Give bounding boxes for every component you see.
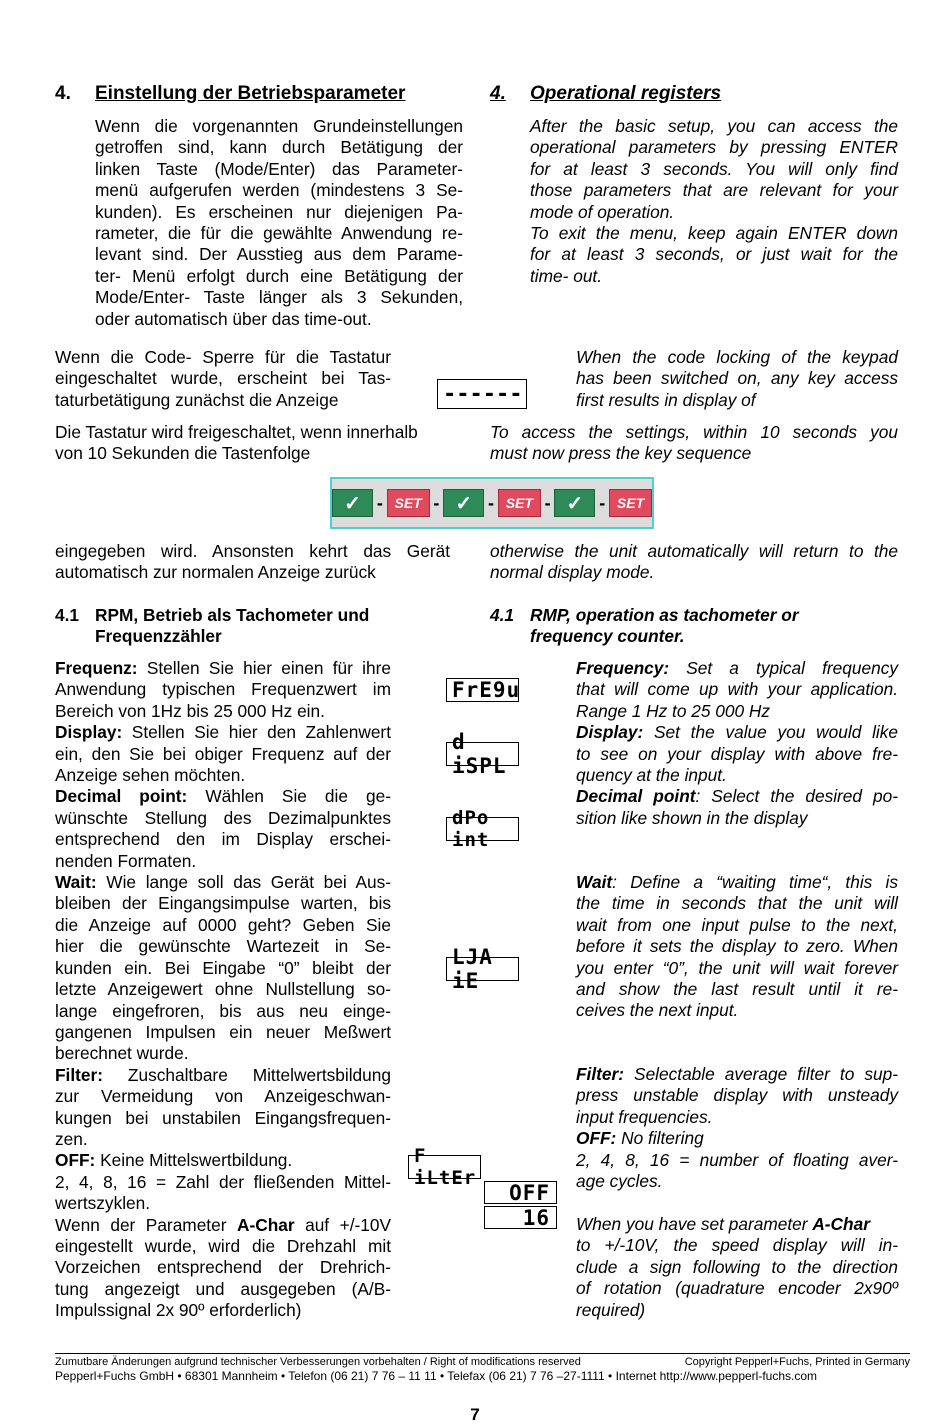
lock-display: ------: [437, 379, 527, 409]
display-param-display: d iSPL: [446, 742, 519, 766]
footer-disclaimer: Zumutbare Änderungen aufgrund technischer Verbesserungen vorbehalten / Right of modifications reserved: [55, 1356, 581, 1368]
right-subheading: 4.1 RMP, operation as tachometer or frequency counter.: [490, 605, 799, 647]
footer-rule: [55, 1353, 910, 1354]
wait-display: LJA iE: [446, 957, 519, 981]
right-heading: 4. Operational registers: [490, 83, 722, 104]
freq-display: FrE9u: [446, 678, 519, 702]
footer-copyright: Copyright Pepperl+Fuchs, Printed in Germany: [684, 1356, 910, 1368]
right-params-achar: When you have set parameter A-Char to +/-10V, the speed display will in- clude a sign following to the direction of rotation (quadrature encoder 2x90º required): [576, 1214, 898, 1320]
right-params-1: Frequency: Set a typical frequency that will come up with your application. Range 1 Hz to 25 000 Hz Display: Set the value you would like to see on your display with above fre- quency at the input. Decimal point: Select the desired po- sition like shown in the display: [576, 658, 899, 828]
enter-key-2: ✓: [443, 489, 484, 517]
right-unlock: To access the settings, within 10 seconds you must now press the key sequence: [490, 422, 898, 464]
left-intro: Wenn die vorgenannten Grundeinstellungen getroffen sind, kann durch Betätigung der linken Taste (Mode/Enter) das Parameter- menü aufgerufen werden (mindestens 3 Se- kunden). Es erscheinen nur diejenigen Pa- rameter, die für die gewählte Anwendung re- levant sind. Der Ausstieg aus dem Parame- ter- Menü erfolgt durch eine Betätigung der Mode/Enter- Taste länger als 3 Sekunden, oder automatisch über das time-out.: [95, 116, 463, 329]
off-display: OFF: [484, 1181, 557, 1204]
enter-key-3: ✓: [554, 489, 595, 517]
set-key-3: SET: [609, 489, 652, 517]
set-key-1: SET: [387, 489, 430, 517]
decimal-point-display: dPo int: [446, 817, 519, 841]
key-separator: -: [544, 492, 551, 513]
key-separator: -: [376, 492, 383, 513]
left-heading: 4. Einstellung der Betriebsparameter: [55, 83, 406, 104]
left-params: Frequenz: Stellen Sie hier einen für ihre Anwendung typischen Frequenzwert im Bereich von 1Hz bis 25 000 Hz ein. Display: Stellen Sie hier den Zahlenwert ein, den Sie bei obiger Frequenz auf der Anzeige sehen möchten. Decimal point: Wählen Sie die ge- wünschte Stellung des Dezimalpunktes entsprechend den im Display erschei- nenden Formaten. Wait: Wie lange soll das Gerät bei Aus- bleiben der Eingangsimpulse warten, bis die Anzeige auf 0000 geht? Geben Sie hier die gewünschte Wartezeit in Se- kunden ein. Bei Eingabe “0” bleibt der letzte Anzeigewert ohne Nullstellung so- lange eingefroren, bis aus neu einge- gangenen Impulsen ein neuer Meßwert berechnet wurde. Filter: Zuschaltbare Mittelwertsbildung zur Vermeidung von Anzeigeschwan- kungen bei unstabilen Eingangsfrequen- zen. OFF: Keine Mittelswertbildung. 2, 4, 8, 16 = Zahl der fließenden Mittel- wertszyklen. Wenn der Parameter A-Char auf +/-10V eingestellt wurde, wird die Drehzahl mit Vorzeichen entsprechend der Drehrich- tung angezeigt und ausgegeben (A/B- Impulssignal 2x 90º erforderlich): [55, 658, 392, 1321]
left-unlock: Die Tastatur wird freigeschaltet, wenn innerhalb von 10 Sekunden die Tastenfolge: [55, 422, 418, 464]
left-code-lock: Wenn die Code- Sperre für die Tastatur eingeschaltet wurde, erscheint bei Tas- taturbetätigung zunächst die Anzeige: [55, 347, 391, 410]
enter-key-1: ✓: [332, 489, 373, 517]
page-number: 7: [470, 1405, 480, 1424]
footer-address: Pepperl+Fuchs GmbH • 68301 Mannheim • Telefon (06 21) 7 76 – 11 11 • Telefax (06 21) 7 76 –27-1111 • Internet http://www.pepperl-fuchs.com: [55, 1369, 818, 1383]
right-params-filter: Filter: Selectable average filter to sup- press unstable display with unsteady input frequencies. OFF: No filtering 2, 4, 8, 16 = number of floating aver- age cycles.: [576, 1064, 898, 1192]
right-code-lock: When the code locking of the keypad has been switched on, any key access first results in display of: [576, 347, 898, 410]
left-after-sequence: eingegeben wird. Ansonsten kehrt das Gerät automatisch zur normalen Anzeige zurück: [55, 541, 450, 583]
right-params-wait: Wait: Define a “waiting time“, this is the time in seconds that the unit will wait from one input pulse to the next, before it sets the display to zero. When you enter “0”, the unit will wait forever and show the last result until it re- ceives the next input.: [576, 872, 898, 1021]
left-subheading: 4.1 RPM, Betrieb als Tachometer und Frequenzzähler: [55, 605, 370, 647]
key-separator: -: [433, 492, 440, 513]
key-sequence: [330, 477, 654, 529]
footer: [55, 1356, 910, 1384]
filter-display: F iLtEr: [408, 1155, 481, 1179]
key-separator: -: [488, 492, 495, 513]
sixteen-display: 16: [484, 1206, 557, 1229]
right-intro: After the basic setup, you can access the operational parameters by pressing ENTER for at least 3 seconds. You will only find those parameters that are relevant for your mode of operation. To exit the menu, keep again ENTER down for at least 3 seconds, or just wait for the time- out.: [530, 116, 898, 286]
key-separator: -: [599, 492, 606, 513]
set-key-2: SET: [498, 489, 541, 517]
right-after-sequence: otherwise the unit automatically will return to the normal display mode.: [490, 541, 898, 583]
